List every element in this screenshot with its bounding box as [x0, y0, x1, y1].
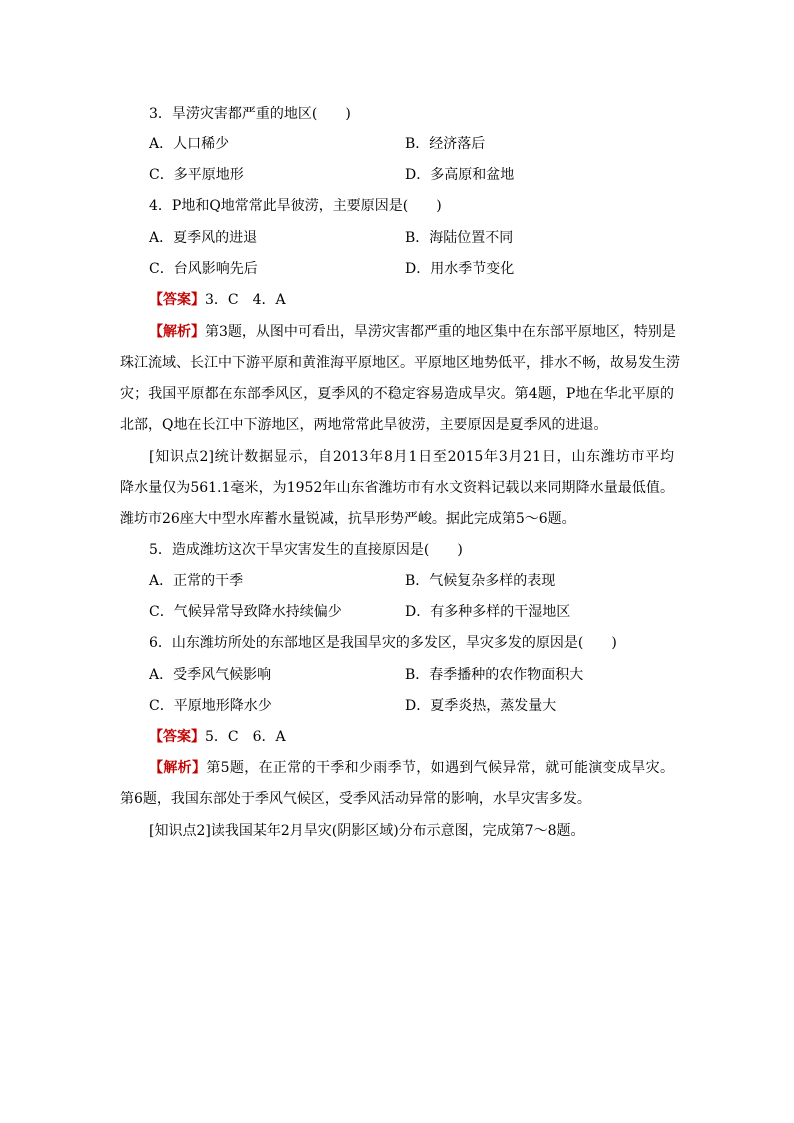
analysis-line: 珠江流域、长江中下游平原和黄淮海平原地区。平原地区地势低平，排水不畅，故易发生涝 — [120, 355, 680, 371]
question-6-stem: 6．山东潍坊所处的东部地区是我国旱灾的多发区，旱灾多发的原因是( ) — [149, 635, 617, 651]
question-5-option-d: D．有多种多样的干湿地区 — [405, 604, 571, 620]
question-5-stem: 5．造成潍坊这次干旱灾害发生的直接原因是( ) — [149, 542, 463, 558]
question-3-option-d: D．多高原和盆地 — [405, 167, 515, 183]
analysis-line: 北部，Q地在长江中下游地区，两地常常此旱彼涝，主要原因是夏季风的进退。 — [120, 417, 608, 433]
question-4-stem: 4．P地和Q地常常此旱彼涝，主要原因是( ) — [149, 198, 442, 214]
question-4-option-a: A．夏季风的进退 — [149, 230, 258, 246]
question-6-option-b: B．春季播种的农作物面积大 — [405, 667, 584, 683]
answer-block-1 — [149, 290, 286, 310]
analysis-tag: 【解析】 — [149, 324, 205, 340]
analysis-tag: 【解析】 — [149, 760, 207, 776]
knowledge-paragraph-line: 潍坊市26座大中型水库蓄水量锐减，抗旱形势严峻。据此完成第5～6题。 — [120, 511, 576, 527]
question-4-option-c: C．台风影响先后 — [149, 261, 258, 277]
question-5-option-b: B．气候复杂多样的表现 — [405, 573, 556, 589]
question-6-option-d: D．夏季炎热，蒸发量大 — [405, 698, 557, 714]
answer-tag: 【答案】 — [149, 292, 205, 308]
question-5-option-a: A．正常的干季 — [149, 573, 244, 589]
analysis-line: 灾；我国平原都在东部季风区，夏季风的不稳定容易造成旱灾。第4题，P地在华北平原的 — [120, 386, 674, 402]
answer-block-2 — [149, 727, 286, 747]
knowledge-paragraph-1: [知识点2]统计数据显示，自2013年8月1日至2015年3月21日，山东潍坊市平均 — [149, 449, 674, 465]
answer-text: 3．C 4．A — [205, 292, 286, 308]
question-6-option-a: A．受季风气候影响 — [149, 667, 272, 683]
analysis-block-2 — [149, 758, 674, 778]
answer-tag: 【答案】 — [149, 729, 205, 745]
knowledge-paragraph-2: [知识点2]读我国某年2月旱灾(阴影区域)分布示意图，完成第7～8题。 — [149, 823, 585, 839]
analysis-line: 第3题，从图中可看出，旱涝灾害都严重的地区集中在东部平原地区，特别是 — [205, 324, 676, 340]
question-4-option-d: D．用水季节变化 — [405, 261, 515, 277]
knowledge-paragraph-line: 降水量仅为561.1毫米，为1952年山东省潍坊市有水文资料记载以来同期降水量最低值。 — [120, 480, 674, 496]
question-3-option-c: C．多平原地形 — [149, 167, 244, 183]
answer-text: 5．C 6．A — [205, 729, 286, 745]
question-3-option-b: B．经济落后 — [405, 136, 486, 152]
question-5-option-c: C．气候异常导致降水持续偏少 — [149, 604, 342, 620]
analysis-block-1 — [149, 322, 674, 342]
question-3-option-a: A．人口稀少 — [149, 136, 230, 152]
question-6-option-c: C．平原地形降水少 — [149, 698, 272, 714]
analysis-line: 第5题，在正常的干季和少雨季节，如遇到气候异常，就可能演变成旱灾。 — [206, 760, 674, 776]
analysis-line: 第6题，我国东部处于季风气候区，受季风活动异常的影响，水旱灾害多发。 — [120, 791, 591, 807]
question-4-option-b: B．海陆位置不同 — [405, 230, 514, 246]
question-3-stem: 3．旱涝灾害都严重的地区( ) — [149, 106, 351, 122]
